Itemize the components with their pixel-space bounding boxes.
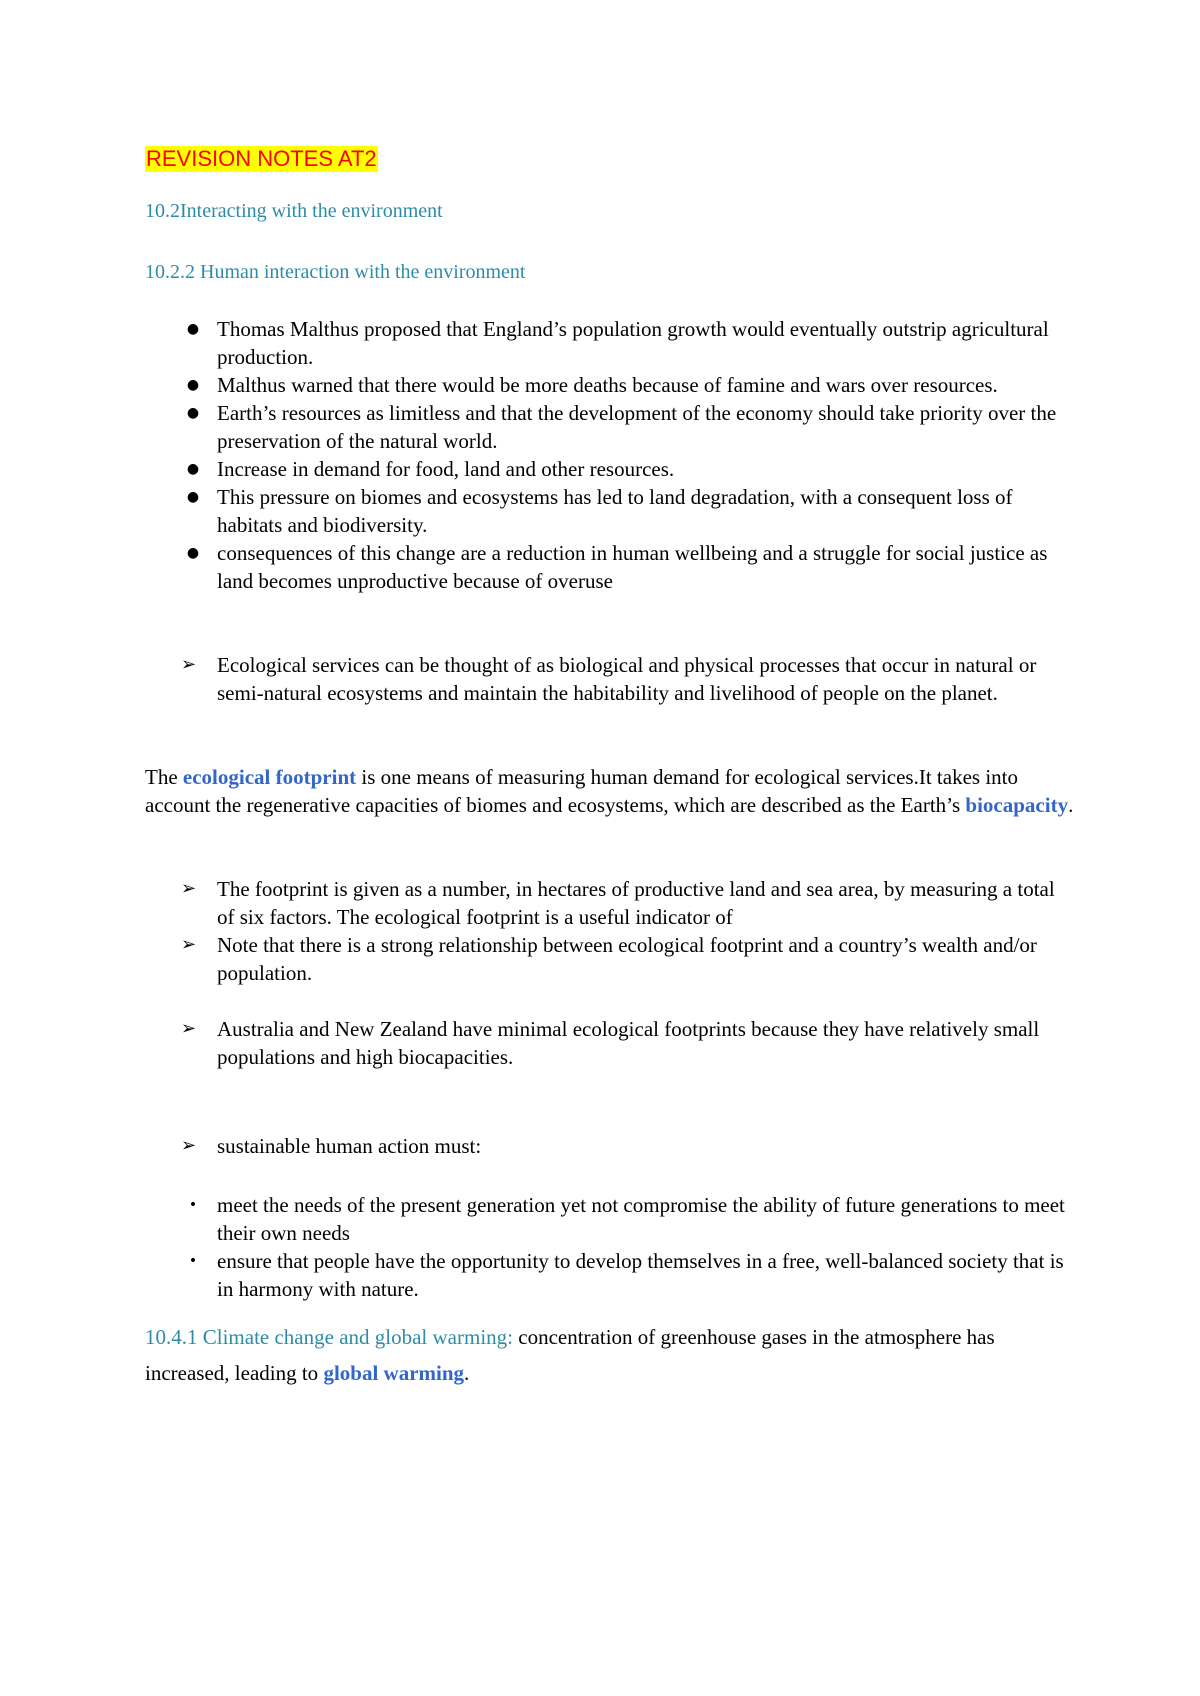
list-item: ➢ Ecological services can be thought of as biological and physical processes that occur in natural or semi-natural ecosystems and maintain the habitability and livelihood of people on the planet.: [181, 653, 1037, 705]
list-item: ● This pressure on biomes and ecosystems has led to land degradation, with a consequent loss of habitats and biodiversity.: [145, 483, 1075, 539]
list-item: ● Malthus warned that there would be more deaths because of famine and wars over resources.: [145, 371, 1075, 399]
climate-change-heading: 10.4.1 Climate change and global warming:: [145, 1325, 513, 1349]
bullet-icon: ●: [186, 405, 200, 421]
term-global-warming: global warming: [323, 1361, 465, 1385]
list-item: ● Increase in demand for food, land and other resources.: [145, 455, 1075, 483]
list-item: ➢ Australia and New Zealand have minimal ecological footprints because they have relatively small populations and high biocapacities.: [181, 1017, 1040, 1069]
list-item: • ensure that people have the opportunity to develop themselves in a free, well-balanced society that is in harmony with nature.: [145, 1247, 1075, 1303]
list-item: ● Earth’s resources as limitless and that the development of the economy should take priority over the preservation of the natural world.: [145, 399, 1075, 455]
term-ecological-footprint: ecological footprint: [182, 765, 357, 789]
sustainable-action-arrow-list: [145, 1132, 1075, 1160]
australia-arrow-list: [145, 1015, 1075, 1071]
document-title: REVISION NOTES AT2: [146, 146, 377, 171]
section-heading: 10.2Interacting with the environment: [145, 200, 443, 222]
bullet-icon: •: [188, 1197, 198, 1213]
ecological-services-list: [145, 651, 1075, 707]
term-biocapacity: biocapacity: [965, 793, 1069, 817]
arrow-bullet-icon: ➢: [181, 934, 197, 955]
bullet-icon: ●: [186, 377, 200, 393]
bullet-icon: ●: [186, 545, 200, 561]
bullet-icon: •: [188, 1253, 198, 1269]
ecological-footprint-paragraph: The ecological footprint is one means of measuring human demand for ecological services.It takes into account the regenerative capacities of biomes and ecosystems, which are described as the Earth’s biocapacity.: [145, 765, 1074, 817]
bullet-icon: ●: [186, 461, 200, 477]
climate-change-paragraph: 10.4.1 Climate change and global warming: concentration of greenhouse gases in the atmosphere has increased, leading to global warming.: [145, 1325, 995, 1385]
sustainable-action-bullet-list: [145, 1191, 1075, 1303]
malthus-bullet-list: [145, 315, 1075, 595]
arrow-bullet-icon: ➢: [181, 654, 197, 675]
list-item: ➢ Note that there is a strong relationship between ecological footprint and a country’s wealth and/or population.: [181, 933, 1037, 985]
list-item: ● consequences of this change are a reduction in human wellbeing and a struggle for social justice as land becomes unproductive because of overuse: [145, 539, 1075, 595]
list-item: ➢ sustainable human action must:: [181, 1134, 482, 1158]
list-item: ● Thomas Malthus proposed that England’s population growth would eventually outstrip agricultural production.: [145, 315, 1075, 371]
bullet-icon: ●: [186, 321, 200, 337]
arrow-bullet-icon: ➢: [181, 878, 197, 899]
footprint-arrow-list: [145, 875, 1075, 987]
list-item: ➢ The footprint is given as a number, in hectares of productive land and sea area, by measuring a total of six factors. The ecological footprint is a useful indicator of: [181, 877, 1055, 929]
bullet-icon: ●: [186, 489, 200, 505]
arrow-bullet-icon: ➢: [181, 1135, 197, 1156]
list-item: • meet the needs of the present generation yet not compromise the ability of future generations to meet their own needs: [145, 1191, 1075, 1247]
arrow-bullet-icon: ➢: [181, 1018, 197, 1039]
subsection-heading: 10.2.2 Human interaction with the environment: [145, 261, 526, 283]
